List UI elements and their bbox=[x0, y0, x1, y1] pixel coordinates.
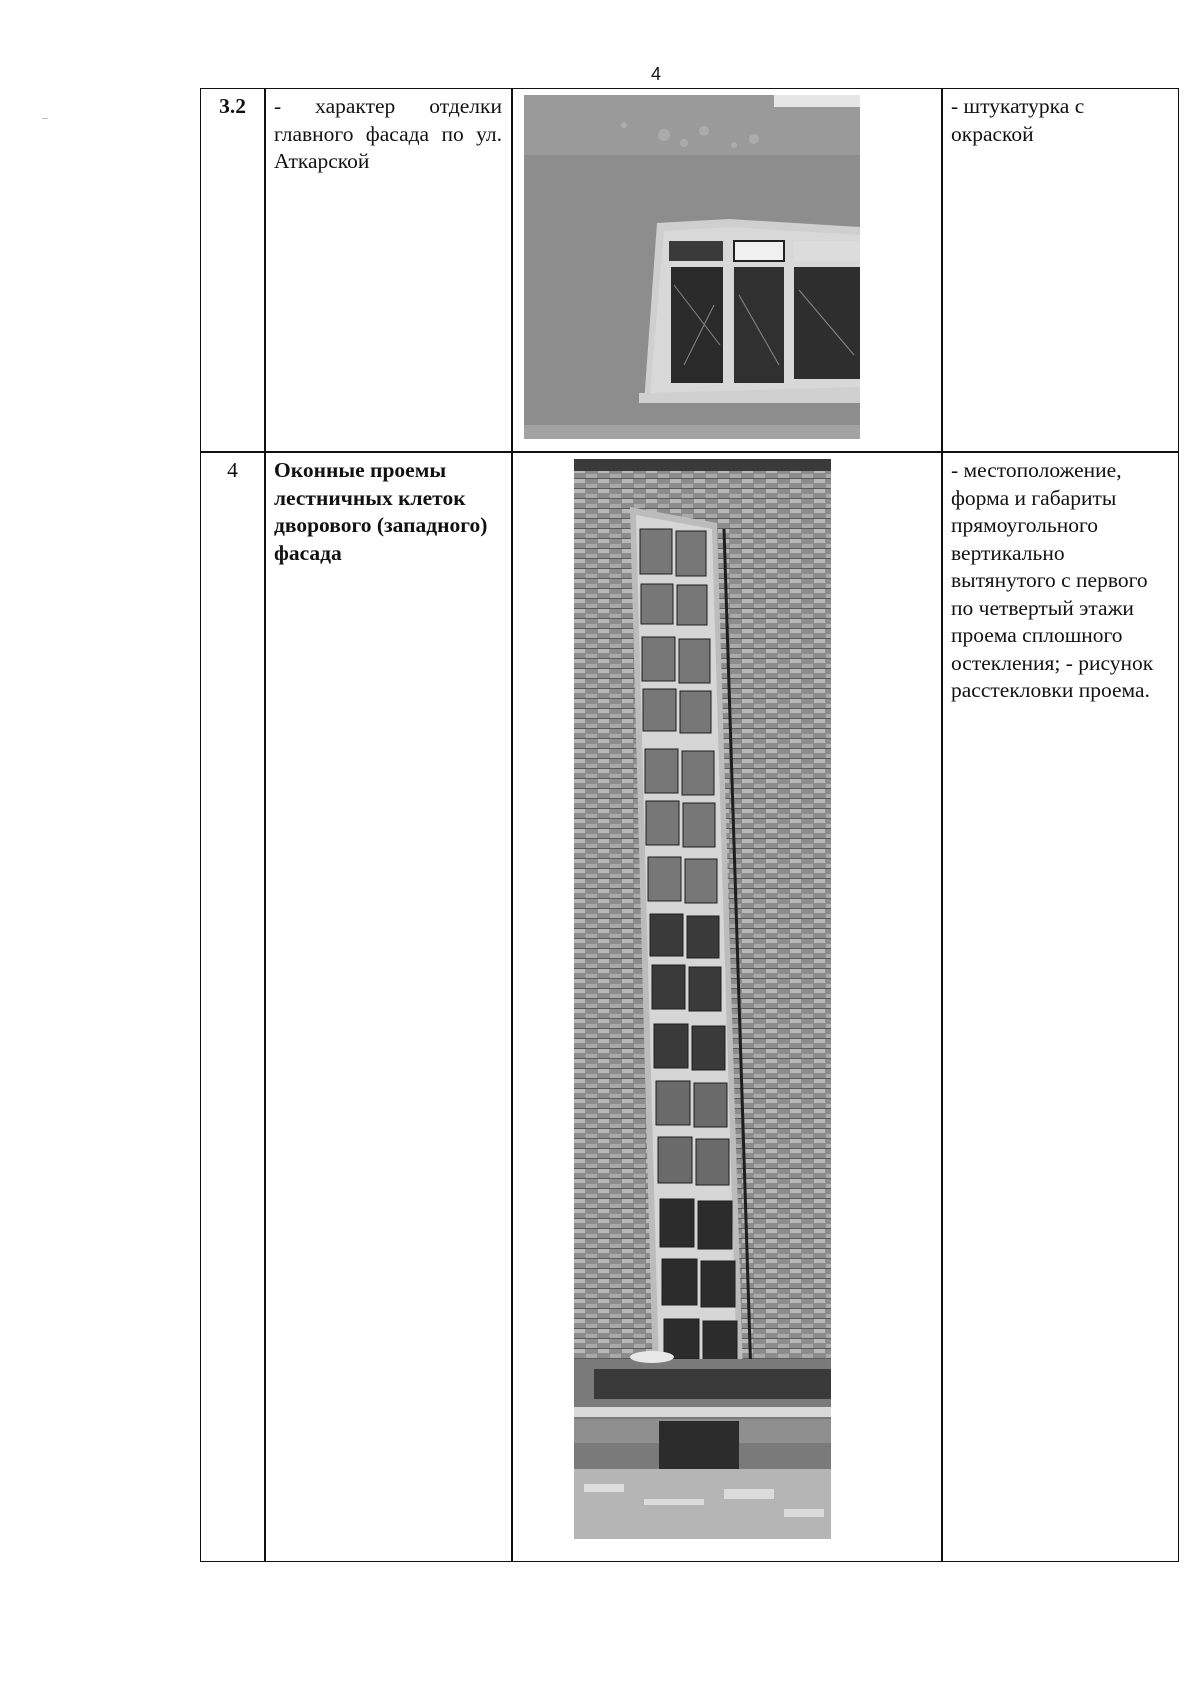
elements-table bbox=[200, 88, 1179, 1562]
row-divider bbox=[201, 451, 1178, 453]
row-number: 3.2 bbox=[219, 94, 246, 118]
column-divider bbox=[941, 89, 943, 1561]
row-subject: - штукатурка с окраской bbox=[951, 94, 1085, 146]
column-divider bbox=[511, 89, 513, 1561]
column-divider bbox=[264, 89, 266, 1561]
facade-window-photo bbox=[524, 95, 860, 439]
stairwell-window-photo bbox=[574, 459, 831, 1539]
row-number: 4 bbox=[227, 458, 238, 482]
row-subject: - местоположение, форма и габариты прямоугольного вертикально вытянутого с первого по четвертый этажи проема сплошного остекления; - рисунок расстекловки проема. bbox=[951, 458, 1154, 702]
row-description: - характер отделки главного фасада по ул. Аткарской bbox=[274, 94, 502, 173]
page-number: 4 bbox=[651, 64, 662, 84]
scan-artifact bbox=[42, 118, 48, 119]
row-description: Оконные проемы лестничных клеток дворового (западного) фасада bbox=[274, 458, 488, 565]
